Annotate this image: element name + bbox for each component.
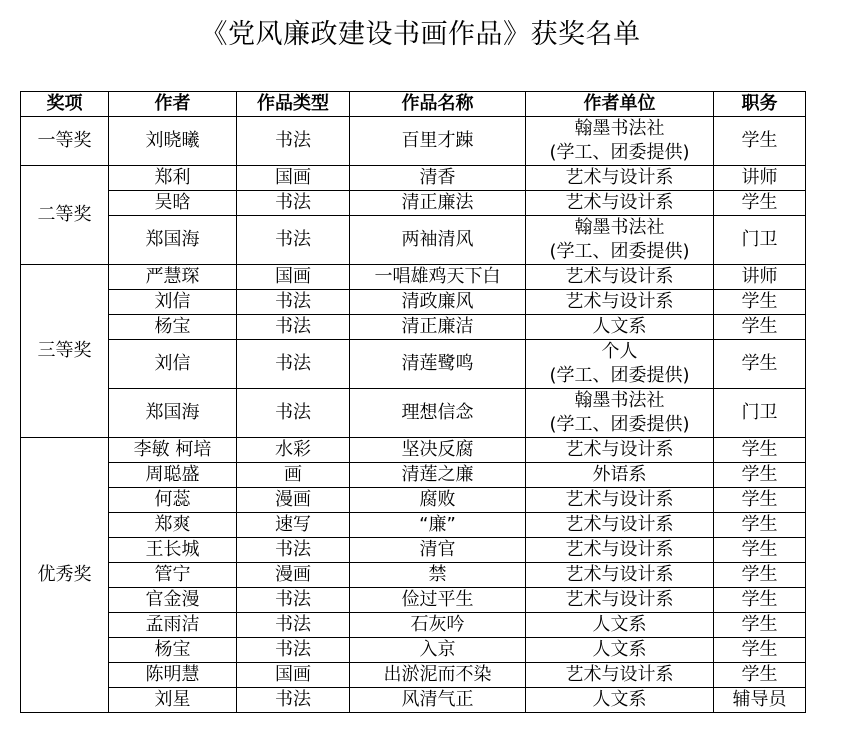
author-cell: 郑国海 [109,389,237,438]
type-cell: 书法 [237,588,350,613]
author-cell: 郑爽 [109,513,237,538]
work-cell: 一唱雄鸡天下白 [350,265,526,290]
work-cell: 清正廉洁 [350,315,526,340]
document-title: 《党风廉政建设书画作品》获奖名单 [200,19,641,50]
work-cell: 禁 [350,563,526,588]
author-cell: 郑利 [109,166,237,191]
position-cell: 学生 [714,191,806,216]
work-cell: 腐败 [350,488,526,513]
unit-line: 艺术与设计系 [565,589,674,610]
table-row [21,216,806,265]
unit-line: 人文系 [592,316,647,337]
position-cell: 学生 [714,438,806,463]
type-cell: 国画 [237,166,350,191]
position-cell: 学生 [714,513,806,538]
table-row [21,191,806,216]
award-cell: 三等奖 [21,265,109,438]
table-row [21,117,806,166]
unit-cell [526,216,714,265]
author-cell: 刘星 [109,688,237,713]
author-cell: 刘晓曦 [109,117,237,166]
unit-cell [526,290,714,315]
unit-line: 艺术与设计系 [565,489,674,510]
header-position: 职务 [714,92,806,117]
table-body [21,117,806,713]
position-cell: 学生 [714,340,806,389]
author-cell: 王长城 [109,538,237,563]
position-cell: 门卫 [714,216,806,265]
work-cell: 清莲鹭鸣 [350,340,526,389]
unit-cell [526,438,714,463]
type-cell: 书法 [237,117,350,166]
type-cell: 漫画 [237,488,350,513]
unit-line: 人文系 [592,639,647,660]
table-row [21,538,806,563]
unit-line: 艺术与设计系 [565,539,674,560]
header-award: 奖项 [21,92,109,117]
work-cell: 百里才踈 [350,117,526,166]
work-cell: 石灰吟 [350,613,526,638]
type-cell: 书法 [237,389,350,438]
work-cell: 俭过平生 [350,588,526,613]
type-cell: 书法 [237,340,350,389]
unit-cell [526,389,714,438]
position-cell: 学生 [714,588,806,613]
table-row [21,563,806,588]
table-row [21,340,806,389]
author-cell: 何蕊 [109,488,237,513]
unit-cell [526,463,714,488]
work-cell: 两袖清风 [350,216,526,265]
unit-cell [526,563,714,588]
author-cell: 郑国海 [109,216,237,265]
work-cell: 清官 [350,538,526,563]
type-cell: 国画 [237,663,350,688]
position-cell: 学生 [714,315,806,340]
author-cell: 刘信 [109,290,237,315]
unit-cell [526,117,714,166]
position-cell: 学生 [714,638,806,663]
author-cell: 陈明慧 [109,663,237,688]
position-cell: 讲师 [714,166,806,191]
work-cell: 清政廉风 [350,290,526,315]
unit-line: (学工、团委提供) [549,142,690,163]
header-row [21,92,806,117]
table-row [21,688,806,713]
unit-cell [526,538,714,563]
work-cell: 理想信念 [350,389,526,438]
author-cell: 严慧琛 [109,265,237,290]
header-unit: 作者单位 [526,92,714,117]
unit-line: 艺术与设计系 [565,266,674,287]
unit-line: 艺术与设计系 [565,291,674,312]
table-header [21,92,806,117]
unit-cell [526,191,714,216]
type-cell: 书法 [237,315,350,340]
author-cell: 官金漫 [109,588,237,613]
work-cell: 出淤泥而不染 [350,663,526,688]
table-row [21,290,806,315]
unit-line: 艺术与设计系 [565,192,674,213]
unit-cell [526,340,714,389]
unit-line: 艺术与设计系 [565,167,674,188]
work-cell: 清莲之廉 [350,463,526,488]
unit-line: (学工、团委提供) [549,365,690,386]
type-cell: 漫画 [237,563,350,588]
unit-line: 翰墨书法社 [574,118,665,139]
unit-line: 人文系 [592,614,647,635]
unit-line: (学工、团委提供) [549,241,690,262]
position-cell: 学生 [714,117,806,166]
header-work: 作品名称 [350,92,526,117]
position-cell: 学生 [714,538,806,563]
unit-cell [526,315,714,340]
table-row [21,588,806,613]
unit-cell [526,613,714,638]
position-cell: 学生 [714,613,806,638]
unit-cell [526,588,714,613]
author-cell: 李敏 柯培 [109,438,237,463]
type-cell: 书法 [237,216,350,265]
position-cell: 门卫 [714,389,806,438]
type-cell: 水彩 [237,438,350,463]
type-cell: 国画 [237,265,350,290]
header-author: 作者 [109,92,237,117]
position-cell: 学生 [714,290,806,315]
unit-cell [526,265,714,290]
type-cell: 速写 [237,513,350,538]
type-cell: 画 [237,463,350,488]
author-cell: 杨宝 [109,315,237,340]
work-cell: 清香 [350,166,526,191]
table-row [21,488,806,513]
position-cell: 学生 [714,488,806,513]
author-cell: 周聪盛 [109,463,237,488]
work-cell: 入京 [350,638,526,663]
position-cell: 学生 [714,463,806,488]
author-cell: 管宁 [109,563,237,588]
work-cell: 清正廉法 [350,191,526,216]
work-cell: 风清气正 [350,688,526,713]
table-row [21,663,806,688]
unit-line: 艺术与设计系 [565,514,674,535]
table-row [21,315,806,340]
unit-line: 翰墨书法社 [574,217,665,238]
type-cell: 书法 [237,290,350,315]
unit-line: 翰墨书法社 [574,390,665,411]
author-cell: 孟雨洁 [109,613,237,638]
position-cell: 讲师 [714,265,806,290]
table-row [21,166,806,191]
unit-line: 外语系 [592,464,647,485]
table-row [21,613,806,638]
type-cell: 书法 [237,688,350,713]
award-cell: 二等奖 [21,166,109,265]
work-cell: “廉” [350,513,526,538]
author-cell: 吴晗 [109,191,237,216]
position-cell: 辅导员 [714,688,806,713]
table-row [21,389,806,438]
author-cell: 杨宝 [109,638,237,663]
table-row [21,513,806,538]
header-type: 作品类型 [237,92,350,117]
unit-cell [526,688,714,713]
unit-line: 艺术与设计系 [565,439,674,460]
author-cell: 刘信 [109,340,237,389]
table-row [21,463,806,488]
position-cell: 学生 [714,663,806,688]
unit-cell [526,663,714,688]
table-row [21,438,806,463]
unit-cell [526,488,714,513]
type-cell: 书法 [237,638,350,663]
award-cell: 优秀奖 [21,438,109,713]
unit-line: (学工、团委提供) [549,414,690,435]
unit-line: 艺术与设计系 [565,664,674,685]
type-cell: 书法 [237,191,350,216]
award-cell: 一等奖 [21,117,109,166]
type-cell: 书法 [237,613,350,638]
unit-line: 人文系 [592,689,647,710]
unit-cell [526,166,714,191]
position-cell: 学生 [714,563,806,588]
work-cell: 坚决反腐 [350,438,526,463]
unit-line: 艺术与设计系 [565,564,674,585]
table-row [21,265,806,290]
type-cell: 书法 [237,538,350,563]
award-table [20,91,806,713]
unit-cell [526,513,714,538]
table-row [21,638,806,663]
unit-line: 个人 [601,341,638,362]
unit-cell [526,638,714,663]
